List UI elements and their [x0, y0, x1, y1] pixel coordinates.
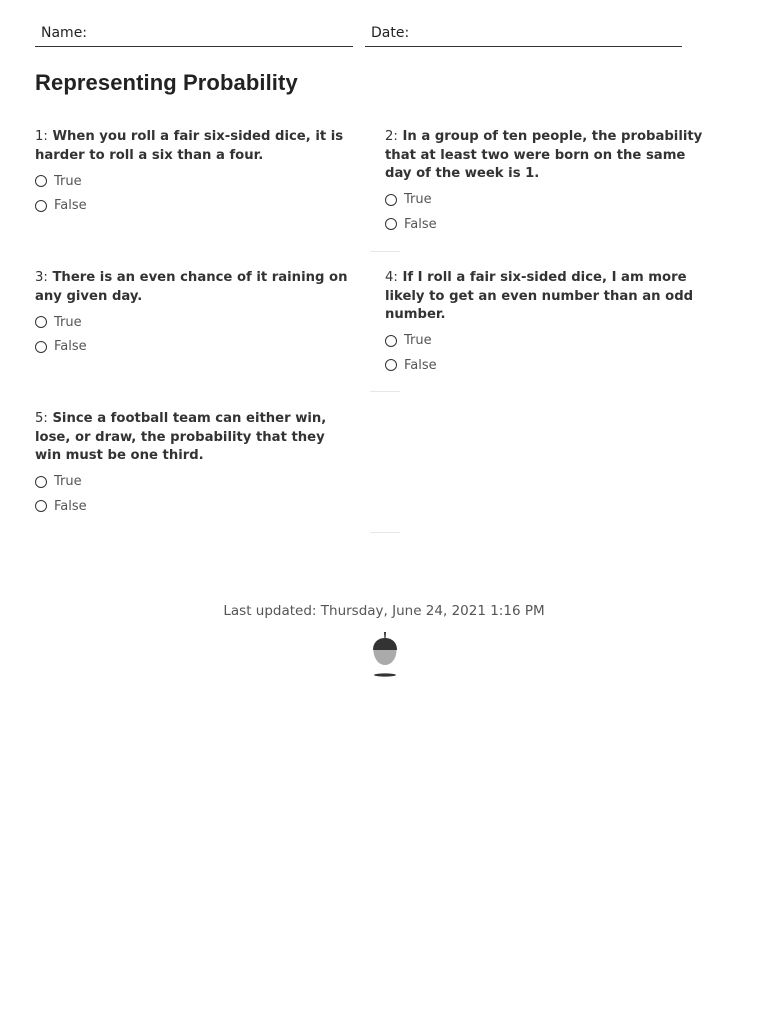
name-field[interactable]	[35, 24, 353, 47]
question-1-number: 1:	[35, 129, 48, 144]
question-5-option-true[interactable]	[35, 470, 355, 495]
radio-button-icon[interactable]	[35, 500, 47, 512]
question-3-option-true[interactable]	[35, 310, 355, 335]
question-5-option-false[interactable]	[35, 494, 355, 519]
question-4-prompt: If I roll a fair six-sided dice, I am more likely to get an even number than an odd number.	[385, 270, 694, 322]
question-1-text	[35, 128, 355, 165]
question-3-text	[35, 269, 355, 306]
question-5-number: 5:	[35, 411, 48, 426]
question-2-number: 2:	[385, 129, 398, 144]
question-5-prompt: Since a football team can either win, lose, or draw, the probability that they win must be one third.	[35, 411, 327, 463]
radio-button-icon[interactable]	[385, 335, 397, 347]
radio-button-icon[interactable]	[35, 341, 47, 353]
radio-button-icon[interactable]	[35, 175, 47, 187]
question-2-option-true[interactable]	[385, 188, 705, 213]
radio-button-icon[interactable]	[35, 200, 47, 212]
option-label: False	[54, 498, 87, 514]
option-label: False	[54, 339, 87, 355]
last-updated-text: Last updated: Thursday, June 24, 2021 1:16 PM	[223, 603, 545, 619]
radio-button-icon[interactable]	[385, 194, 397, 206]
question-5	[35, 410, 355, 519]
radio-button-icon[interactable]	[385, 359, 397, 371]
question-1-option-true[interactable]	[35, 169, 355, 194]
divider	[370, 532, 400, 533]
question-4-option-true[interactable]	[385, 329, 705, 354]
question-2	[385, 128, 705, 237]
question-4	[385, 269, 705, 378]
name-label: Name:	[41, 25, 88, 41]
question-1	[35, 128, 355, 218]
radio-button-icon[interactable]	[35, 316, 47, 328]
option-label: False	[54, 198, 87, 214]
date-label: Date:	[371, 25, 410, 41]
question-3	[35, 269, 355, 359]
option-label: False	[404, 357, 437, 373]
radio-button-icon[interactable]	[35, 476, 47, 488]
radio-button-icon[interactable]	[385, 218, 397, 230]
option-label: False	[404, 216, 437, 232]
option-label: True	[54, 314, 82, 330]
question-4-number: 4:	[385, 270, 398, 285]
question-2-text	[385, 128, 705, 184]
question-4-text	[385, 269, 705, 325]
page-title: Representing Probability	[35, 70, 298, 95]
question-4-option-false[interactable]	[385, 353, 705, 378]
acorn-icon	[370, 630, 400, 678]
question-3-prompt: There is an even chance of it raining on any given day.	[35, 270, 348, 304]
question-1-option-false[interactable]	[35, 194, 355, 219]
date-field[interactable]	[365, 24, 682, 47]
option-label: True	[404, 192, 432, 208]
question-3-number: 3:	[35, 270, 48, 285]
question-1-prompt: When you roll a fair six-sided dice, it is harder to roll a six than a four.	[35, 129, 344, 163]
question-3-option-false[interactable]	[35, 335, 355, 360]
option-label: True	[404, 333, 432, 349]
divider	[370, 391, 400, 392]
divider	[370, 251, 400, 252]
option-label: True	[54, 474, 82, 490]
question-2-prompt: In a group of ten people, the probability that at least two were born on the same day of the week is 1.	[385, 129, 703, 181]
option-label: True	[54, 173, 82, 189]
question-2-option-false[interactable]	[385, 212, 705, 237]
question-5-text	[35, 410, 355, 466]
